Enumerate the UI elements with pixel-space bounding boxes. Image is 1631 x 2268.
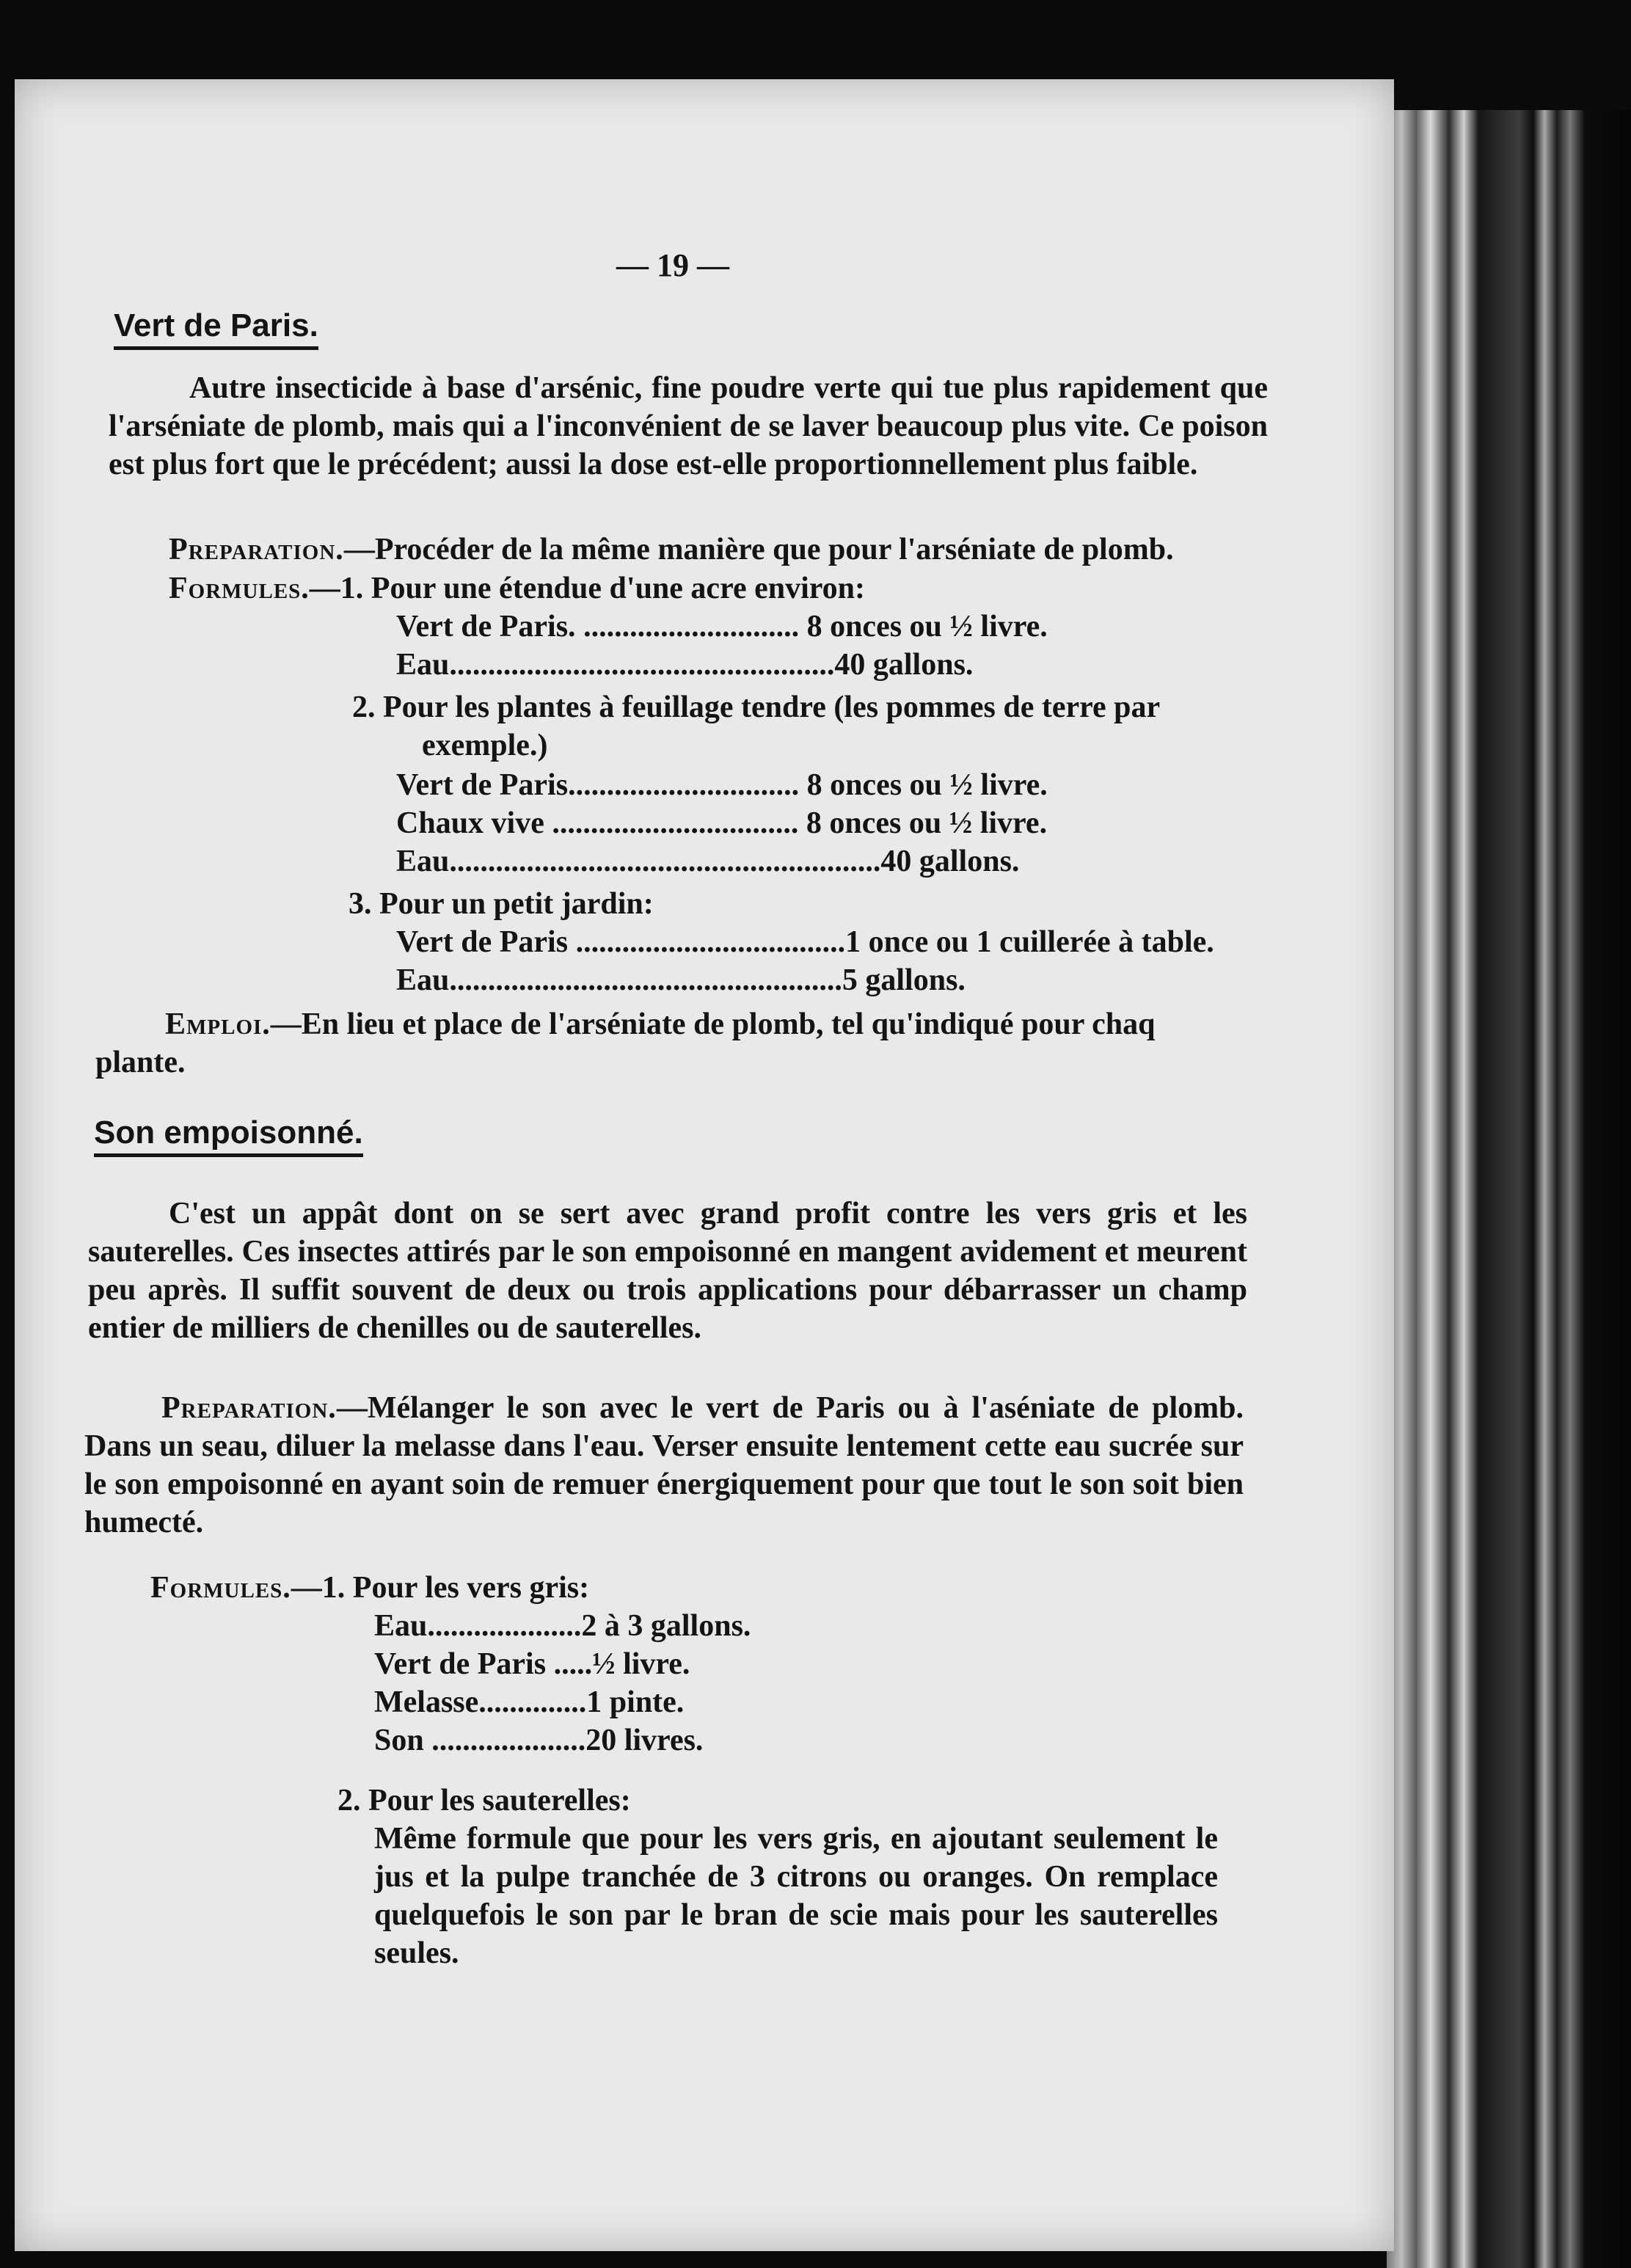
ingredient-quantity: 8 onces ou ½ livre. — [806, 806, 1048, 840]
ingredient-quantity: 5 gallons. — [842, 963, 966, 997]
section-heading-son-empoisonne: Son empoisonné. — [94, 1114, 363, 1157]
ingredient-name: Vert de Paris — [374, 1647, 547, 1681]
section2-formule-2-text: Même formule que pour les vers gris, en ajoutant seulement le jus et la pulpe tranchée de 3 citrons ou oranges. On remplace quelquefois le son par le bran de scie mais pour les sauterelles seules. — [374, 1822, 1218, 1970]
leader-dots: ........................................................ — [449, 845, 881, 878]
leader-dots: ................................... — [575, 925, 846, 959]
leader-dots: .................... — [431, 1724, 586, 1757]
ingredient-quantity: 1 once ou 1 cuillerée à table. — [845, 925, 1214, 959]
section2-formule-2-title: 2. Pour les sauterelles: — [337, 1784, 631, 1817]
leader-dots: ................................ — [552, 806, 799, 840]
ingredient-quantity: 2 à 3 gallons. — [581, 1609, 751, 1643]
ingredient-name: Eau — [374, 1609, 428, 1643]
ingredient-name: Eau — [396, 845, 450, 878]
leader-dots: ................................................... — [449, 963, 842, 997]
formules-label: Formules. — [150, 1571, 291, 1605]
preparation-label: Preparation. — [169, 533, 344, 566]
section2-preparation — [84, 1389, 1244, 1542]
leader-dots: .................... — [427, 1609, 582, 1643]
preparation-text: —Procéder de la même manière que pour l'arséniate de plomb. — [343, 533, 1174, 566]
section1-formule-2-row-3 — [396, 842, 1019, 880]
ingredient-quantity: 40 gallons. — [880, 845, 1020, 878]
section1-formule-3-title: 3. Pour un petit jardin: — [349, 887, 654, 921]
section-heading-vert-de-paris: Vert de Paris. — [114, 307, 318, 350]
ingredient-quantity: 8 onces ou ½ livre. — [806, 610, 1048, 643]
leader-dots: .................................................. — [449, 648, 835, 682]
section2-formule-1-row-3 — [374, 1683, 684, 1721]
ingredient-quantity: 20 livres. — [585, 1724, 704, 1757]
section2-formule-1-title — [150, 1569, 589, 1607]
ingredient-quantity: 1 pinte. — [586, 1685, 685, 1719]
preparation-text: —Mélanger le son avec le vert de Paris ou à l'aséniate de plomb. Dans un seau, diluer la melasse dans l'eau. Verser ensuite lentement cette eau sucrée sur le son empoisonné en ayant soin de remuer énergiquement pour que tout le son soit bien humecté. — [84, 1391, 1244, 1539]
ingredient-name: Melasse — [374, 1685, 479, 1719]
section2-intro-paragraph: C'est un appât dont on se sert avec grand profit contre les vers gris et les sauterelles. Ces insectes attirés par le son empoisonné en mangent avidement et meurent peu après. Il suffit souvent de deux ou trois applications pour débarrasser un champ entier de milliers de chenilles ou de sauterelles. — [88, 1197, 1247, 1345]
section1-formule-1-title — [169, 569, 865, 608]
book-binding-edge — [1387, 110, 1631, 2268]
emploi-label: Emploi. — [165, 1007, 271, 1041]
section1-intro-paragraph: Autre insecticide à base d'arsénic, fine poudre verte qui tue plus rapidement que l'arséniate de plomb, mais qui a l'inconvénient de se laver beaucoup plus vite. Ce poison est plus fort que le précédent; aussi la dose est-elle proportionnellement plus faible. — [109, 371, 1268, 481]
section1-formule-3-row-1 — [396, 923, 1214, 961]
formule-1-text: —1. Pour une étendue d'une acre environ: — [309, 572, 865, 605]
document-page — [15, 79, 1394, 2251]
ingredient-quantity: ½ livre. — [592, 1647, 690, 1681]
ingredient-name: Son — [374, 1724, 424, 1757]
ingredient-name: Eau — [396, 963, 450, 997]
section1-emploi-cont: plante. — [95, 1046, 186, 1079]
section2-formule-1-row-4 — [374, 1721, 703, 1760]
ingredient-quantity: 40 gallons. — [834, 648, 974, 682]
page-text — [15, 79, 1394, 2251]
leader-dots: ............................ — [583, 610, 800, 643]
ingredient-name: Chaux vive — [396, 806, 544, 840]
section2-formule-1-row-1 — [374, 1607, 751, 1645]
ingredient-name: Vert de Paris — [396, 925, 569, 959]
section1-formule-2-row-2 — [396, 804, 1047, 842]
section1-formule-1-row-1 — [396, 608, 1048, 646]
section2-formule-1-row-2 — [374, 1645, 690, 1683]
ingredient-quantity: 8 onces ou ½ livre. — [806, 768, 1048, 802]
section1-formule-2-row-1 — [396, 766, 1048, 804]
preparation-label: Preparation. — [161, 1391, 337, 1425]
section1-formule-2-title: 2. Pour les plantes à feuillage tendre (les pommes de terre par — [352, 690, 1161, 724]
section1-formule-1-row-2 — [396, 646, 973, 684]
leader-dots: .............. — [478, 1685, 587, 1719]
ingredient-name: Vert de Paris — [396, 768, 569, 802]
emploi-text: —En lieu et place de l'arséniate de plomb, tel qu'indiqué pour chaq — [270, 1007, 1156, 1041]
section1-formule-3-row-2 — [396, 961, 966, 999]
section1-emploi — [165, 1005, 1156, 1043]
leader-dots: ..... — [553, 1647, 593, 1681]
formule-1-text: —1. Pour les vers gris: — [291, 1571, 590, 1605]
page-number: — 19 — — [616, 247, 729, 283]
section1-formule-2-title-cont: exemple.) — [422, 729, 548, 762]
leader-dots: .............................. — [568, 768, 800, 802]
section1-preparation — [169, 530, 1174, 569]
ingredient-name: Eau — [396, 648, 450, 682]
formules-label: Formules. — [169, 572, 310, 605]
ingredient-name: Vert de Paris. — [396, 610, 576, 643]
